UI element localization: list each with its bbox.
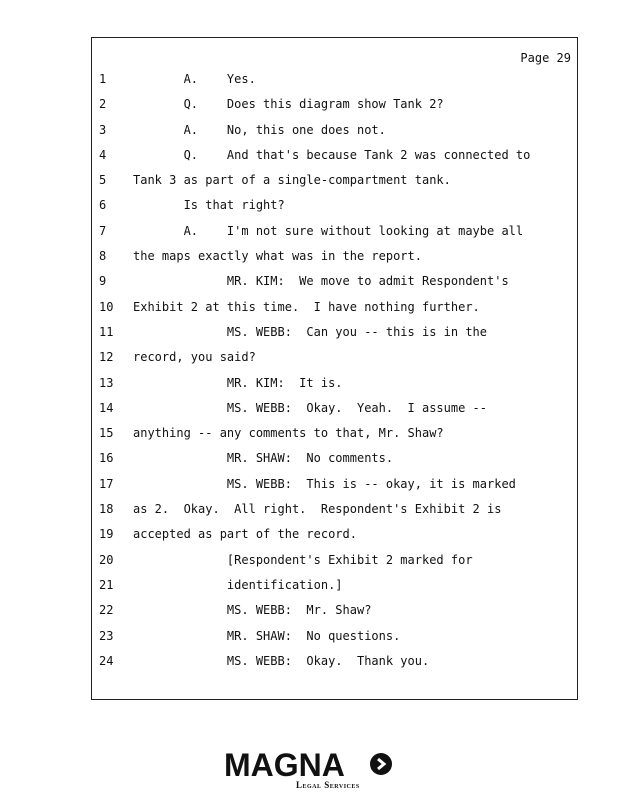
transcript-line xyxy=(92,197,577,222)
line-text: MS. WEBB: Okay. Yeah. I assume -- xyxy=(133,400,488,415)
logo-subtitle: Legal Services xyxy=(296,780,360,790)
line-number: 16 xyxy=(99,451,114,466)
transcript-line xyxy=(92,476,577,501)
line-number: 23 xyxy=(99,628,114,643)
line-text: Q. And that's because Tank 2 was connected to xyxy=(133,147,531,162)
line-text: identification.] xyxy=(133,577,343,592)
transcript-line xyxy=(92,96,577,121)
transcript-line xyxy=(92,324,577,349)
line-number: 9 xyxy=(99,274,107,289)
line-number: 18 xyxy=(99,502,114,517)
line-text: the maps exactly what was in the report. xyxy=(133,249,422,264)
transcript-line xyxy=(92,172,577,197)
line-number: 4 xyxy=(99,147,107,162)
line-text: MS. WEBB: Can you -- this is in the xyxy=(133,324,488,339)
transcript-line xyxy=(92,526,577,551)
line-text: MR. KIM: It is. xyxy=(133,375,343,390)
line-text: MS. WEBB: This is -- okay, it is marked xyxy=(133,476,516,491)
transcript-line xyxy=(92,248,577,273)
transcript-line xyxy=(92,147,577,172)
line-number: 24 xyxy=(99,653,114,668)
transcript-line xyxy=(92,577,577,602)
line-number: 2 xyxy=(99,97,107,112)
line-text: MS. WEBB: Okay. Thank you. xyxy=(133,653,430,668)
line-text: anything -- any comments to that, Mr. Shaw? xyxy=(133,426,444,441)
transcript-line xyxy=(92,400,577,425)
transcript-line xyxy=(92,223,577,248)
transcript-line xyxy=(92,450,577,475)
transcript-line xyxy=(92,628,577,653)
transcript-line xyxy=(92,653,577,678)
line-number: 1 xyxy=(99,72,107,86)
chevron-right-icon xyxy=(370,753,392,775)
logo-wordmark: MAGNA xyxy=(224,747,345,783)
line-text: MR. SHAW: No questions. xyxy=(133,628,401,643)
transcript-line xyxy=(92,71,577,96)
transcript-line xyxy=(92,273,577,298)
line-number: 5 xyxy=(99,173,107,188)
line-number: 15 xyxy=(99,426,114,441)
line-text: Is that right? xyxy=(133,198,285,213)
line-text: MR. SHAW: No comments. xyxy=(133,451,394,466)
page-number: Page 29 xyxy=(520,51,571,65)
line-text: A. No, this one does not. xyxy=(133,122,386,137)
transcript-line xyxy=(92,375,577,400)
line-number: 22 xyxy=(99,603,114,618)
line-text: accepted as part of the record. xyxy=(133,527,357,542)
line-number: 21 xyxy=(99,577,114,592)
line-text: [Respondent's Exhibit 2 marked for xyxy=(133,552,473,567)
line-text: A. I'm not sure without looking at maybe all xyxy=(133,223,524,238)
line-number: 20 xyxy=(99,552,114,567)
line-number: 3 xyxy=(99,122,107,137)
transcript-line xyxy=(92,425,577,450)
line-number: 8 xyxy=(99,249,107,264)
line-number: 11 xyxy=(99,324,114,339)
transcript-line xyxy=(92,122,577,147)
transcript-line xyxy=(92,349,577,374)
transcript-line xyxy=(92,552,577,577)
line-text: Q. Does this diagram show Tank 2? xyxy=(133,97,444,112)
line-text: Tank 3 as part of a single-compartment tank. xyxy=(133,173,451,188)
line-number: 17 xyxy=(99,476,114,491)
transcript-line xyxy=(92,299,577,324)
line-text: as 2. Okay. All right. Respondent's Exhibit 2 is xyxy=(133,502,502,517)
line-number: 10 xyxy=(99,299,114,314)
line-number: 13 xyxy=(99,375,114,390)
line-text: MR. KIM: We move to admit Respondent's xyxy=(133,274,509,289)
line-text: MS. WEBB: Mr. Shaw? xyxy=(133,603,372,618)
line-number: 19 xyxy=(99,527,114,542)
line-text: record, you said? xyxy=(133,350,256,365)
magna-logo xyxy=(224,747,394,793)
line-text: Exhibit 2 at this time. I have nothing further. xyxy=(133,299,480,314)
line-text: A. Yes. xyxy=(133,72,256,86)
transcript-line xyxy=(92,501,577,526)
line-number: 7 xyxy=(99,223,107,238)
transcript-page xyxy=(91,37,578,700)
transcript-lines xyxy=(92,71,577,678)
line-number: 14 xyxy=(99,400,114,415)
line-number: 12 xyxy=(99,350,114,365)
transcript-line xyxy=(92,602,577,627)
line-number: 6 xyxy=(99,198,107,213)
